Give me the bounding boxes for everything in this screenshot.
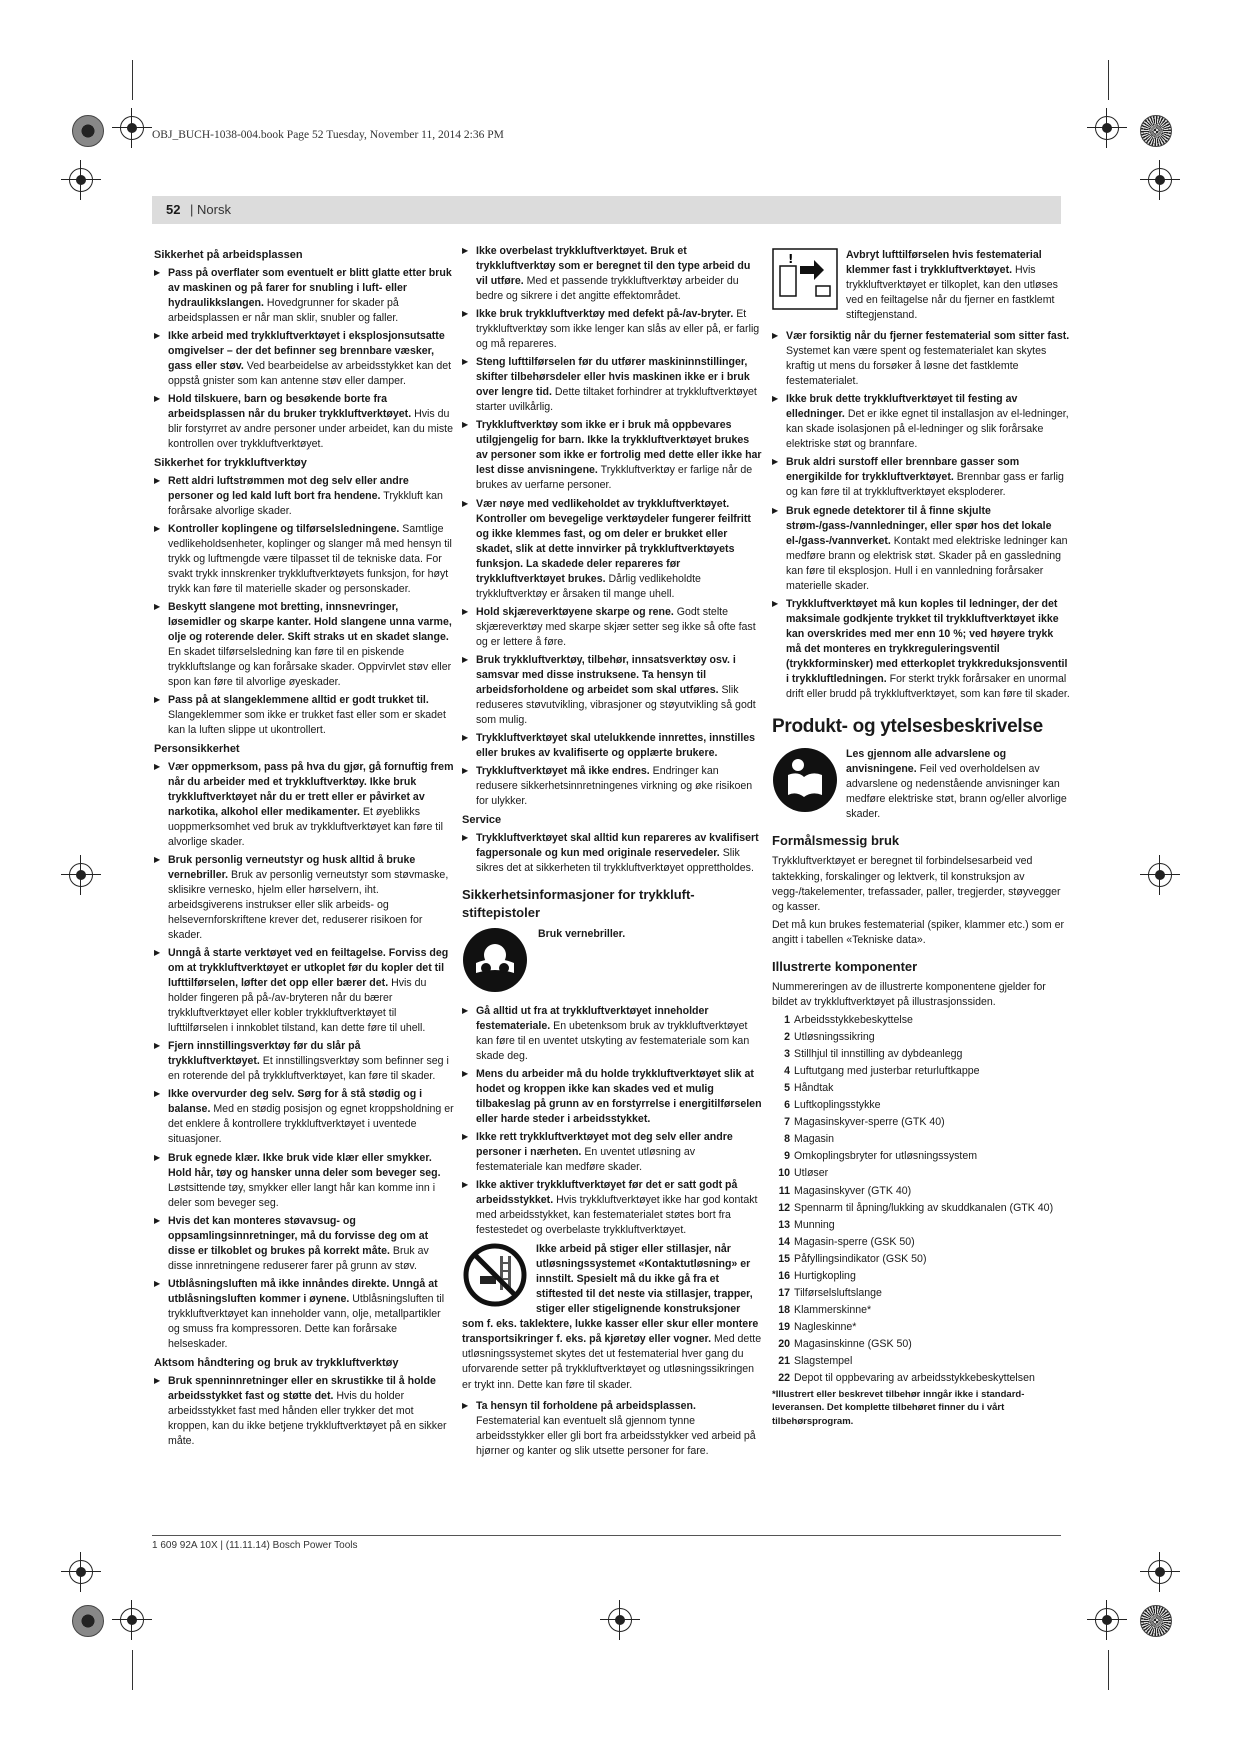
paragraph: Det må kun brukes festematerial (spiker, klammer etc.) som er angitt i tabellen «Tekniske data». [772,918,1065,946]
component-item [772,1269,1070,1284]
ladder-warning: Ikke arbeid på stiger eller stillasjer, når utløsningssystemet «Kontaktutløsning» er innstilt. Spesielt må du ikke gå fra et stiftested til det neste via stillasjer, trapper, stiger eller stigelignende konstruksjoner som f. eks. taklektere, lukke kasser eller skur eller montere transportsikringer f. eks. på kjøretøy eller vogner. Med dette utløsningssystemet skytes det ut festematerial hver gang du uforvarende setter på trykkluftverktøyet og utløsningssikringen er trykt inn. Dette kan føre til skader. [462,1243,762,1391]
section-heading: Aktsom håndtering og bruk av trykkluftverktøy [154,1356,399,1369]
component-item [772,1013,1070,1028]
component-item [772,1184,1070,1199]
warning-item: ▶ Ikke overbelast trykkluftverktøyet. Bruk et trykkluftverktøy som er beregnet til den type arbeid du vil utføre. Med et passende trykkluftverktøy arbeider du bedre og sikrere i det angitte effektområdet. [462,244,762,304]
component-label: Omkoplingsbryter for utløsningssystem [794,1150,978,1163]
component-label: Depot til oppbevaring av arbeidsstykkebeskyttelsen [794,1371,1035,1384]
component-label: Luftutgang med justerbar returluftkappe [794,1065,980,1078]
column-1 [154,244,454,1452]
component-label: Nagleskinne* [794,1320,857,1333]
component-number: 8 [784,1133,790,1146]
registration-mark-bottom-center [600,1600,640,1640]
component-item [772,1286,1070,1301]
color-dot-top-right [1140,115,1172,147]
paragraph: Trykkluftverktøyet er beregnet til forbindelsesarbeid ved taktekking, forskalinger og lektverk, til konstruksjon av vegg-/takelementer, trefassader, paller, tregjerder, støyvegger og kasser. [772,855,1061,913]
component-label: Hurtigkopling [794,1269,856,1282]
component-number: 7 [784,1116,790,1129]
component-number: 16 [778,1269,790,1282]
component-item [772,1337,1070,1352]
warning-item: ▶ Trykkluftverktøyet skal alltid kun repareres av kvalifisert fagpersonale og kun med originale reservedeler. Slik sikres det at sikkerheten til trykkluftverktøyet opprettholdes. [462,831,762,876]
warning-item: ▶ Hold skjæreverktøyene skarpe og rene. Godt stelte skjæreverktøy med skarpe skjær setter seg ikke så ofte fast og er lettere å føre. [462,605,762,650]
registration-mark-mid-right [1140,855,1180,895]
registration-mark-upper-left [61,160,101,200]
warning-item: ▶ Rett aldri luftstrømmen mot deg selv eller andre personer og led kald luft bort fra hendene. Trykkluft kan forårsake alvorlige skader. [154,474,454,519]
warning-item: ▶ Ikke arbeid med trykkluftverktøyet i eksplosjonsutsatte omgivelser – der det befinner seg brennbare væsker, gass eller støv. Ved bearbeidelse av arbeidsstykket kan det oppstå gnister som kan antenne støv eller damper. [154,329,454,389]
warning-item: ▶ Bruk trykkluftverktøy, tilbehør, innsatsverktøy osv. i samsvar med disse instruksene. Ta hensyn til arbeidsforholdene og arbeidet som skal utføres. Slik reduseres støvutvikling, vibrasjoner og støyutvikling så godt som mulig. [462,653,762,728]
component-number: 22 [778,1371,790,1384]
section-heading: Sikkerhet på arbeidsplassen [154,249,303,261]
no-ladder-icon [462,1242,528,1313]
component-number: 2 [784,1031,790,1044]
component-number: 19 [778,1320,790,1333]
section-title: Produkt- og ytelsesbeskrivelse [772,715,1043,737]
component-number: 1 [784,1014,790,1027]
disconnect-air-icon [772,248,838,315]
component-item [772,1064,1070,1079]
svg-text:!: ! [788,252,794,266]
registration-mark-lower-left [61,1552,101,1592]
registration-mark-top-right [1087,108,1127,148]
component-item [772,1132,1070,1147]
component-number: 13 [778,1218,790,1231]
component-item [772,1303,1070,1318]
component-label: Klammerskinne* [794,1303,872,1316]
warning-item: ▶ Vær oppmerksom, pass på hva du gjør, gå fornuftig frem når du arbeider med et trykkluftverktøy. Ikke bruk trykkluftverktøyet når du er trett eller er påvirket av narkotika, alkohol eller medikamenter. Et øyeblikks uoppmerksomhet ved bruk av trykkluftverktøyet kan føre til alvorlige skader. [154,760,454,850]
column-2 [462,244,762,1462]
warning-item: ▶ Gå alltid ut fra at trykkluftverktøyet inneholder festemateriale. En ubetenksom bruk av trykkluftverktøyet kan føre til en uventet utskyting av festemateriale som kan skade deg. [462,1004,762,1064]
warning-item: ▶ Beskytt slangene mot bretting, innsnevringer, løsemidler og skarpe kanter. Hold slangene unna varme, olje og roterende deler. Skift straks ut en skadet slange. En skadet tilførselsledning kan føre til en piskende trykkluftslange og kan forårsake skader. Oppvirvlet støv eller spon kan føre til alvorlige øyeskader. [154,600,454,690]
component-number: 21 [778,1354,790,1367]
goggles-label: Bruk vernebriller. [538,927,626,940]
registration-mark-top-left [112,108,152,148]
warning-item: ▶ Ikke bruk dette trykkluftverktøyet til festing av elledninger. Det er ikke egnet til installasjon av el-ledninger, kan skade isolasjonen på el-ledninger og slik forårsake elektriske støt og brannfare. [772,392,1070,452]
warning-item: ▶ Bruk egnede klær. Ikke bruk vide klær eller smykker. Hold hår, tøy og hansker unna deler som beveger seg. Løstsittende tøy, smykker eller langt hår kan komme inn i deler som beveger seg. [154,1151,454,1211]
component-label: Stillhjul til innstilling av dybdeanlegg [794,1048,963,1061]
section-heading: Sikkerhet for trykkluftverktøy [154,456,307,469]
component-number: 6 [784,1099,790,1112]
component-number: 20 [778,1337,790,1350]
warning-item: ▶ Trykkluftverktøy som ikke er i bruk må oppbevares utilgjengelig for barn. Ikke la trykkluftverktøyet brukes av personer som ikke er fortrolig med dette eller ikke har lest disse anvisningene. Trykkluftverktøy er farlige når de brukes av uerfarne personer. [462,418,762,493]
registration-mark-upper-right [1140,160,1180,200]
component-label: Spennarm til åpning/lukking av skuddkanalen (GTK 40) [794,1201,1054,1214]
component-item [772,1252,1070,1267]
safety-goggles-icon [462,927,528,998]
component-item [772,1235,1070,1250]
warning-item: ▶ Trykkluftverktøyet må kun koples til ledninger, der det maksimale godkjente trykket til trykkluftverktøyet ikke kan overskrides med mer enn 10 %; ved høyere trykk må det monteres en trykkreguleringsventil (trykkforminsker) med etterkoplet trykkreduksjonsventil i trykkluftledningen. For sterkt trykk forårsaker en unormal drift eller brudd på trykkluftverktøyet, som kan føre til skader. [772,597,1070,702]
print-slug: OBJ_BUCH-1038-004.book Page 52 Tuesday, November 11, 2014 2:36 PM [152,129,504,141]
registration-mark-bottom-right [1087,1600,1127,1640]
section-heading: Service [462,814,502,827]
color-dot-bottom-left [72,1605,104,1637]
component-label: Slagstempel [794,1354,853,1367]
component-item [772,1030,1070,1045]
component-label: Magasin [794,1133,835,1146]
warning-item: ▶ Bruk personlig verneutstyr og husk alltid å bruke vernebriller. Bruk av personlig verneutstyr som støvmaske, sklisikre vernesko, hjelm eller hørselvern, iht. arbeidsgiverens instrukser eller slik arbeids- og helsevernforskriftene krever det, reduserer risikoen for skader. [154,853,454,943]
component-label: Arbeidsstykkebeskyttelse [794,1014,913,1027]
component-label: Munning [794,1218,835,1231]
warning-item: ▶ Bruk aldri surstoff eller brennbare gasser som energikilde for trykkluftverktøyet. Brennbar gass er farlig og kan føre til at trykkluftverktøyet eksploderer. [772,455,1070,500]
component-number: 3 [784,1048,790,1061]
warning-item: ▶ Pass på overflater som eventuelt er blitt glatte etter bruk av maskinen og på farer for snubling i luft- eller hydraulikkslangen. Hovedgrunner for skader på arbeidsplassen er når man sklir, snubler og faller. [154,266,454,326]
component-label: Håndtak [794,1082,834,1095]
warning-item: ▶ Hold tilskuere, barn og besøkende borte fra arbeidsplassen når du bruker trykkluftverktøyet. Hvis du blir forstyrret av andre personer under arbeidet, kan du miste kontrollen over trykkluftverktøyet. [154,392,454,452]
goggles-notice [462,927,762,998]
component-label: Magasinskyver-sperre (GTK 40) [794,1116,945,1129]
warning-item: ▶ Vær forsiktig når du fjerner festematerial som sitter fast. Systemet kan være spent og festematerialet kan skytes kraftig ut mens du forsøker å løsne det fastklemte festematerialet. [772,329,1070,389]
component-item [772,1354,1070,1369]
component-item [772,1115,1070,1130]
warning-item: ▶ Ikke overvurder deg selv. Sørg for å stå stødig og i balanse. Med en stødig posisjon og egnet kroppsholdning er det enklere å kontrollere trykkluftverktøyet i uventede situasjoner. [154,1087,454,1147]
component-number: 15 [778,1252,790,1265]
warning-item: ▶ Ikke aktiver trykkluftverktøyet før det er satt godt på arbeidsstykket. Hvis trykkluftverktøyet ikke har god kontakt med arbeidsstykket, kan festematerialet støtes bort fra festestedet og overbelaste trykkluftverktøyet. [462,1178,762,1238]
read-manual-notice: Les gjennom alle advarslene og anvisningene. Feil ved overholdelsen av advarslene og nedenstående anvisninger kan medføre elektriske støt, brann og/eller alvorlige skader. [772,747,1070,822]
component-item [772,1166,1070,1181]
warning-item: ▶ Ta hensyn til forholdene på arbeidsplassen. Festematerial kan eventuelt slå gjennom tynne arbeidsstykker eller gli bort fra arbeidsstykker ved arbeid på hjørner og kanter og slik utsette personer for fare. [462,1399,762,1459]
warning-item: ▶ Hvis det kan monteres støvavsug- og oppsamlingsinnretninger, må du forvisse deg om at disse er tilkoblet og brukes på korrekt måte. Bruk av disse innretningene reduserer farer på grunn av støv. [154,1214,454,1274]
warning-item: ▶ Utblåsningsluften må ikke innåndes direkte. Unngå at utblåsningsluften kommer i øynene. Utblåsningsluften til trykkluftverktøyet kan inneholder vann, olje, metallpartikler og smuss fra kompressoren. Dette kan forårsake helseskader. [154,1277,454,1352]
registration-mark-lower-right [1140,1552,1180,1592]
warning-item: ▶ Vær nøye med vedlikeholdet av trykkluftverktøyet. Kontroller om bevegelige verktøydeler fungerer feilfritt og ikke klemmes fast, og om deler er brukket eller skadet, slik at dette innvirker på trykkluftverktøyets funksjon. La skadede deler repareres før trykkluftverktøyet brukes. Dårlig vedlikeholdte trykkluftverktøy er årsaken til mange uhell. [462,497,762,602]
page-language: | Norsk [190,202,231,217]
warning-item: ▶ Trykkluftverktøyet skal utelukkende innrettes, innstilles eller brukes av kvalifiserte og opplærte brukere. [462,731,762,761]
component-item [772,1201,1070,1216]
section-heading: Formålsmessig bruk [772,833,900,849]
component-number: 14 [778,1235,790,1248]
registration-mark-bottom-left [112,1600,152,1640]
warning-item: ▶ Pass på at slangeklemmene alltid er godt trukket til. Slangeklemmer som ikke er trukket fast eller som er skadet kan la luften slippe ut ukontrollert. [154,693,454,738]
warning-item: ▶ Ikke bruk trykkluftverktøy med defekt på-/av-bryter. Et trykkluftverktøy som ikke lenger kan slås av eller på, er farlig og må repareres. [462,307,762,352]
component-label: Magasinskyver (GTK 40) [794,1184,912,1197]
component-number: 4 [784,1065,790,1078]
warning-item: ▶ Kontroller koplingene og tilførselsledningene. Samtlige vedlikeholdsenheter, koplinger og slanger må med hensyn til trykk og luftmengde være tilpasset til de tekniske data. For svakt trykk innskrenker trykkluftverktøyets funksjon, for høyt trykk kan føre til materielle skader og personskader. [154,522,454,597]
color-dot-bottom-right [1140,1605,1172,1637]
warning-item: ▶ Bruk spenninnretninger eller en skrustikke til å holde arbeidsstykket fast og støtte det. Hvis du holder arbeidsstykket fast med hånden eller trykker det mot kroppen, kan du ikke betjene trykkluftverktøyet på en sikker måte. [154,1374,454,1449]
component-number: 9 [784,1150,790,1163]
component-item [772,1081,1070,1096]
component-item [772,1149,1070,1164]
footnote: *Illustrert eller beskrevet tilbehør inngår ikke i standard-leveransen. Det komplette tilbehøret finner du i vårt tilbehørsprogram. [772,1388,1025,1427]
component-number: 5 [784,1082,790,1095]
jam-warning: ! Avbryt lufttilførselen hvis festematerial klemmer fast i trykkluftverktøyet. Hvis trykkluftverktøyet er tilkoplet, kan den utløses ved en feiltagelse når du fjerner en fastklemt stiftegjenstand. [772,248,1070,323]
page-number: 52 [166,202,181,217]
warning-item: ▶ Fjern innstillingsverktøy før du slår på trykkluftverktøyet. Et innstillingsverktøy som befinner seg i en roterende del på trykkluftverktøyet, kan føre til skader. [154,1039,454,1084]
section-heading: Illustrerte komponenter [772,958,918,974]
warning-item: ▶ Unngå å starte verktøyet ved en feiltagelse. Forviss deg om at trykkluftverktøyet er utkoplet før du kopler det til lufttilførselen, løfter det opp eller bærer det. Hvis du holder fingeren på på-/av-bryteren når du bærer trykkluftverktøyet eller kobler trykkluftverktøyet til lufttilførselen i innkoblet tilstand, kan dette føre til uhell. [154,946,454,1036]
crop-mark [1108,60,1109,100]
warning-item: ▶ Steng lufttilførselen før du utfører maskininnstillinger, skifter tilbehørsdeler eller hvis maskinen ikke er i bruk over lengre tid. Dette tiltaket forhindrer at trykkluftverktøyet starter uvilkårlig. [462,355,762,415]
component-label: Påfyllingsindikator (GSK 50) [794,1252,927,1265]
component-item [772,1371,1070,1386]
component-number: 11 [778,1184,790,1197]
components-list [772,1013,1070,1386]
component-number: 10 [778,1167,790,1180]
read-manual-icon [772,747,838,818]
section-heading: Sikkerhetsinformasjoner for trykkluft-stiftepistoler [462,886,695,921]
crop-mark [1108,1650,1109,1690]
component-label: Utløser [794,1167,829,1180]
warning-item: ▶ Bruk egnede detektorer til å finne skjulte strøm-/gass-/vannledninger, eller spør hos det lokale el-/gass-/vannverket. Kontakt med elektriske ledninger kan medføre brann og elektrisk støt. Skader på en gassledning kan føre til eksplosjon. Hull i en vannledning forårsaker materielle skader. [772,504,1070,594]
warning-item: ▶ Mens du arbeider må du holde trykkluftverktøyet slik at hodet og kroppen ikke kan skades ved et mulig tilbakeslag på grunn av en forstyrrelse i energitilførselen eller harde steder i arbeidsstykket. [462,1067,762,1127]
column-3 [772,244,1070,1431]
component-item [772,1047,1070,1062]
page-footer: 1 609 92A 10X | (11.11.14) Bosch Power Tools [152,1540,358,1551]
component-number: 12 [778,1201,790,1214]
warning-item: ▶ Trykkluftverktøyet må ikke endres. Endringer kan redusere sikkerhetsinnretningenes virkning og øke risikoen for ulykker. [462,764,762,809]
component-item [772,1320,1070,1335]
component-label: Utløsningssikring [794,1031,875,1044]
color-dot-top-left [72,115,104,147]
component-number: 17 [778,1286,790,1299]
crop-mark [132,1650,133,1690]
component-number: 18 [778,1303,790,1316]
component-item [772,1098,1070,1113]
paragraph: Nummereringen av de illustrerte komponentene gjelder for bildet av trykkluftverktøyet på illustrasjonssiden. [772,981,1046,1009]
registration-mark-mid-left [61,855,101,895]
footer-rule [152,1535,1061,1536]
crop-mark [132,60,133,100]
section-heading: Personsikkerhet [154,743,240,756]
component-label: Magasin-sperre (GSK 50) [794,1235,915,1248]
component-item [772,1218,1070,1233]
component-label: Magasinskinne (GSK 50) [794,1337,912,1350]
page-header [152,196,1061,224]
component-label: Luftkoplingsstykke [794,1099,881,1112]
component-label: Tilførselsluftslange [794,1286,882,1299]
warning-item: ▶ Ikke rett trykkluftverktøyet mot deg selv eller andre personer i nærheten. En uventet utløsning av festemateriale kan medføre skader. [462,1130,762,1175]
